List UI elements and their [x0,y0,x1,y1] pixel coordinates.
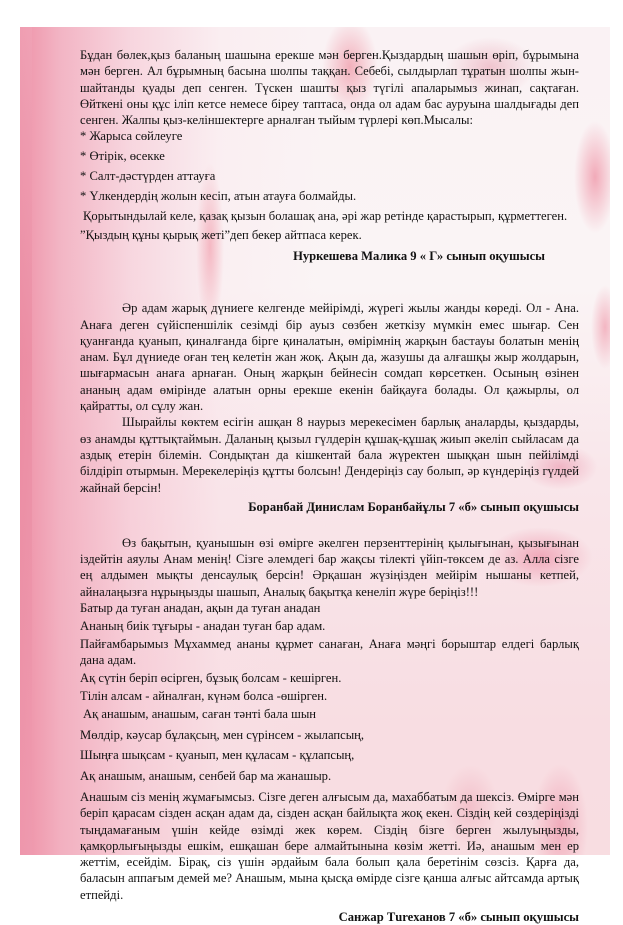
document-page [20,27,610,925]
section2-paragraph-1: Әр адам жарық дүниеге келгенде мейірімді, жүрегі жылы жанды көреді. Ол - Ана. Анаға деген сүйіспеншілік сезімді бір ауыз сөзбен жеткізу мүмкін емес шығар. Сен қуанғанда қуанып, қиналғанда бірге қиналатын, өмірімнің жарқын бастауы болатын менің анам. Бұл дүниеде оған тең келетін жан жоқ. Ақын да, жазушы да алғашқы жыр жолдарын, шығармасын анаға арнаған. Оның жарқын бейнесін сомдап көрсеткен. Осының өзінен ананың адам өмірінде алатын орны ерекше екенін байқауға болады. Ол қажырлы, ол қайратты, ол сұлу жан. [80,301,579,414]
poem [80,600,579,786]
poem-line: Тілін алсам - айналған, күнәм болса -өшірген. [80,689,328,703]
author-signature: Боранбай Динислам Боранбайұлы 7 «б» сынып оқушысы [248,499,579,514]
spacer [80,515,579,535]
author-signature: Нуркешева Малика 9 « Г» сынып оқушысы [293,249,545,264]
section1-conclusion: Қорытындылай келе, қазақ қызын болашақ ана, әрі жар ретінде қарастырып, құрметтеген. [83,208,568,223]
section3-paragraph-2: Анашым сіз менің жұмағымсыз. Сізге деген алғысым да, махаббатым да шексіз. Өмірге мән беріп қарасам сізден асқан адам да, сізден асқан байлықта жоқ екен. Сіздің кей сөздеріңізді тыңдамағаным үшін кейде өзімді жек көрем. Сіздің бізге берген жылуыңызды, қамқорлығыңызды ешкім, ешқашан бере алмайтынына көзім жетті. Иә, анашым мен ер жеттім, есейдім. Бірақ, сіз үшін әрдайым бала болып қала беретінім сөзсіз. Қарға да, баласын аппағым демей ме? Анашым, мына қысқа өмірде сізге қанша алғыс айтсамда артық етпейді. [80,789,579,902]
taboo-list [80,128,579,205]
poem-line: Ақ анашым, анашым, саған тәнті бала шын [83,706,317,721]
poem-line: Шыңға шықсам - қуанып, мен құласам - құлапсың, [80,748,355,763]
section3-paragraph-1: Өз бақытын, қуанышын өзі өмірге әкелген перзенттерінің қылығынан, қызығынан іздейтін аяулы Анам менің! Сізге әлемдегі бар жақсы тілекті үйіп-төксем де аз. Алла сізге ең алдымен мықты денсаулық берсін! Әрқашан жүзіңізден мейірім нышаны кетпей, айналаңызға нұрыңызды шашып, Аналық бақытқа кенеліп жүре беріңіз!!! [80,535,579,599]
section1-paragraph: Бұдан бөлек,қыз баланың шашына ерекше мән берген.Қыздардың шашын өріп, бұрымына мән берген. Ал бұрымның басына шолпы таққан. Себебі, сылдырлап тұратын шолпы жын-шайтанды қуады деп сенген. Түскен шашты қыз түгілі апаларымыз жинап, сақтаған. Өйткені оны құс іліп кетсе немесе біреу таптаса, онда ол адам бас ауруына шалдығады деп сенген. Жалпы қыз-келіншектерге арналған тыйым түрлері көп.Мысалы: [80,48,579,128]
poem-line: Ақ сүтін беріп өсірген, бұзық болсам - кешірген. [80,671,342,686]
list-item: * Үлкендердің жолын кесіп, атын атауға болмайды. [80,188,357,203]
list-item: * Өтірік, өсекке [80,149,165,164]
section2-paragraph-2: Шырайлы көктем есігін ашқан 8 наурыз мерекесімен барлық аналарды, қыздарды, өз анамды құттықтаймын. Даланың қызыл гүлдерін құшақ-құшақ жиып әкеліп сыйласам да аздық етерін білемін. Сондықтан да кішкентай бала жүректен шыққан шын пейілімді білдіріп отырмын. Мерекелеріңіз құтты болсын! Дендеріңіз сау болып, әр күндеріңіз гүлдей жайнай берсін! [80,415,579,495]
poem-line: Пайғамбарымыз Мұхаммед ананы құрмет санаған, Анаға мәңгі борыштар елдегі барлық дана адам. [80,636,579,667]
poem-line: Ананың биік тұғыры - анадан туған бар адам. [80,618,326,633]
author-signature: Санжар Тureханов 7 «б» сынып оқушысы [338,910,579,925]
document-content [80,47,579,925]
poem-line: Батыр да туған анадан, ақын да туған анадан [80,601,321,616]
spacer [80,264,579,300]
list-item: * Салт-дәстүрден аттауға [80,169,216,184]
list-item: * Жарыса сөйлеуге [80,129,183,144]
poem-line: Ақ анашым, анашым, сенбей бар ма жанашыр. [80,769,332,784]
section1-proverb: ”Қыздың құны қырық жеті”деп бекер айтпаса керек. [80,228,362,243]
poem-line: Мөлдір, кәусар бұлақсың, мен сүрінсем - жылапсың, [80,727,365,742]
